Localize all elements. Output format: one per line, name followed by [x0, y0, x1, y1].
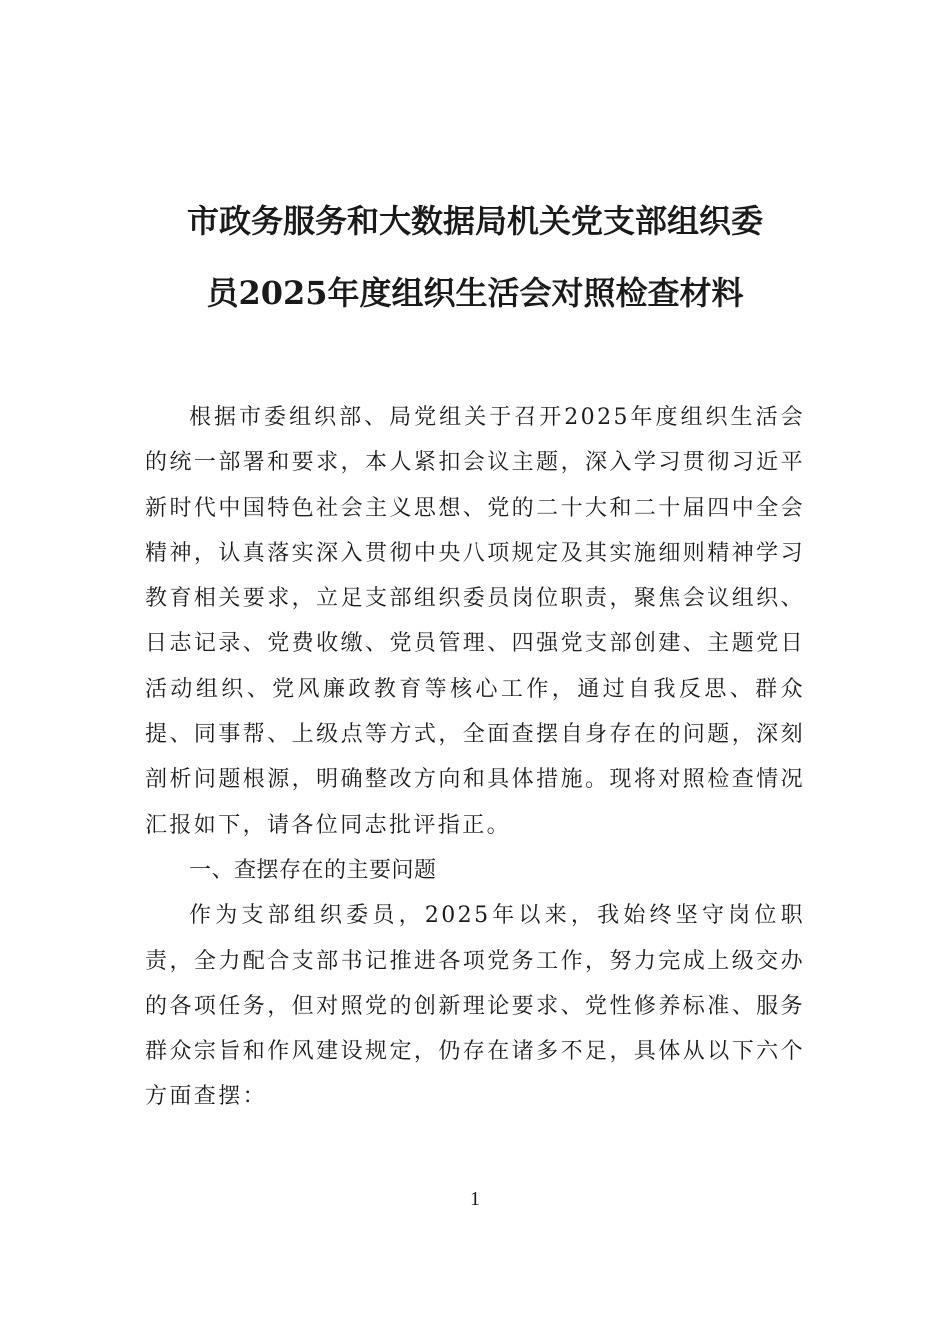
intro-paragraph: 根据市委组织部、局党组关于召开2025年度组织生活会的统一部署和要求，本人紧扣会议主题，深入学习贯彻习近平新时代中国特色社会主义思想、党的二十大和二十届四中全会精神，认真落实深入贯彻中央八项规定及其实施细则精神学习教育相关要求，立足支部组织委员岗位职责，聚焦会议组织、日志记录、党费收缴、党员管理、四强党支部创建、主题党日活动组织、党风廉政教育等核心工作，通过自我反思、群众提、同事帮、上级点等方式，全面查摆自身存在的问题，深刻剖析问题根源，明确整改方向和具体措施。现将对照检查情况汇报如下，请各位同志批评指正。 — [145, 405, 805, 838]
page-number: 1 — [470, 1188, 480, 1210]
section-1-heading: 一、查摆存在的主要问题 — [189, 857, 437, 883]
title-line-2: 员2025年度组织生活会对照检查材料 — [206, 274, 744, 312]
document-title — [130, 185, 820, 329]
document-body — [145, 395, 805, 1120]
section-1-paragraph: 作为支部组织委员，2025年以来，我始终坚守岗位职责，全力配合支部书记推进各项党务工作，努力完成上级交办的各项任务，但对照党的创新理论要求、党性修养标准、服务群众宗旨和作风建设规定，仍存在诸多不足，具体从以下六个方面查摆： — [145, 903, 805, 1110]
title-line-1: 市政务服务和大数据局机关党支部组织委 — [186, 202, 763, 240]
